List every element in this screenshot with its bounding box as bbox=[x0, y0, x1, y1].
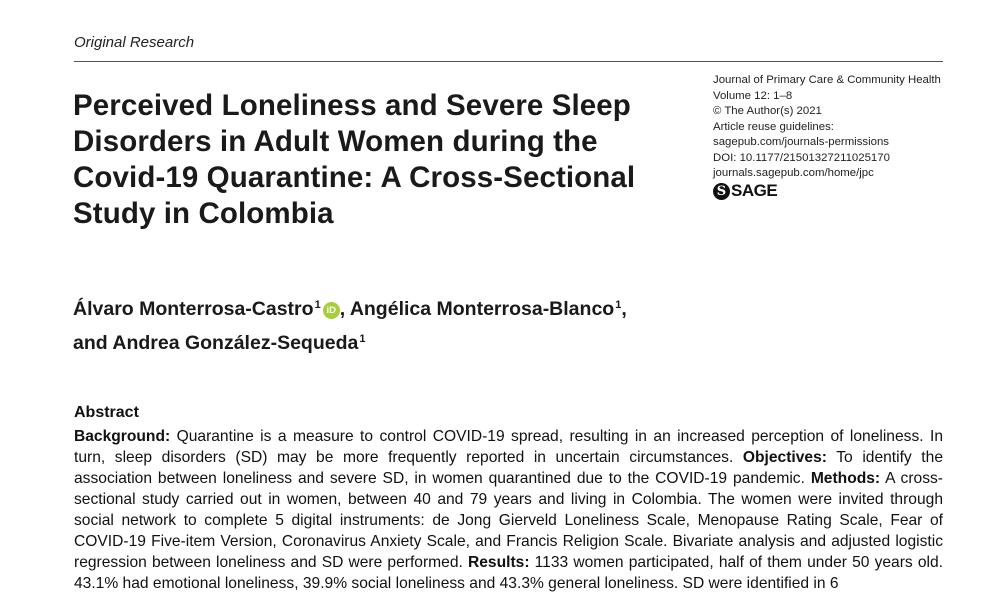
results-text: 1133 women participated, half of them under 50 years old. 43.1% had emotional loneliness, 39.9% social loneliness and 43.3% general loneliness. SD were identified in 6 bbox=[74, 554, 943, 592]
permissions-link[interactable]: sagepub.com/journals-permissions bbox=[713, 136, 890, 148]
journal-info bbox=[713, 73, 953, 182]
author-list bbox=[73, 290, 627, 358]
copyright: © The Author(s) 2021 bbox=[713, 105, 822, 117]
journal-volume: Volume 12: 1–8 bbox=[713, 89, 793, 102]
author-line bbox=[73, 324, 627, 358]
abstract-heading: Abstract bbox=[74, 404, 139, 421]
sage-logo bbox=[713, 181, 777, 201]
methods-label: Methods: bbox=[810, 470, 881, 487]
title-line: Perceived Loneliness and Severe Sleep bbox=[73, 89, 631, 122]
title-line: Disorders in Adult Women during the bbox=[73, 125, 598, 158]
author-name[interactable]: Álvaro Monterrosa-Castro bbox=[73, 298, 314, 320]
author-name[interactable]: Andrea González-Sequeda bbox=[112, 332, 359, 354]
title-line: Covid-19 Quarantine: A Cross-Sectional bbox=[73, 161, 636, 194]
objectives-text: To identify the association between loneliness and severe SD, in women quarantined due to the COVID-19 pandemic. bbox=[74, 449, 943, 487]
journal-name: Journal of Primary Care & Community Health bbox=[713, 74, 941, 86]
sage-logo-icon: S bbox=[713, 183, 730, 200]
title-line: Study in Colombia bbox=[73, 197, 334, 230]
reuse-guidelines-label: Article reuse guidelines: bbox=[713, 120, 834, 133]
header-rule bbox=[74, 61, 943, 62]
affiliation-marker: 1 bbox=[314, 299, 321, 311]
background-text: Quarantine is a measure to control COVID-19 spread, resulting in an increased perception of loneliness. In turn, sleep disorders (SD) may be more frequently reported in uncertain circumstances. bbox=[74, 428, 943, 466]
sage-logo-text: SAGE bbox=[731, 181, 778, 200]
methods-text: A cross-sectional study carried out in women, between 40 and 79 years and living in Colombia. The women were invited through social network to complete 5 digital instruments: de Jong Gierveld Loneliness Scale, Menopause Rating Scale, Fear of COVID-19 Five-item Version, Coronavirus Anxiety Scale, and Francis Religion Scale. Bivariate analysis and adjusted logistic regression between loneliness and SD were performed. bbox=[74, 470, 943, 571]
author-separator: , bbox=[339, 298, 350, 320]
author-name[interactable]: Angélica Monterrosa-Blanco bbox=[349, 298, 615, 320]
author-line bbox=[73, 290, 627, 324]
author-conjunction: and bbox=[73, 332, 113, 354]
affiliation-marker: 1 bbox=[359, 333, 366, 345]
results-label: Results: bbox=[467, 554, 530, 571]
orcid-icon[interactable]: iD bbox=[323, 302, 340, 319]
doi-link[interactable]: DOI: 10.1177/21501327211025170 bbox=[713, 151, 890, 164]
objectives-label: Objectives: bbox=[742, 449, 827, 466]
abstract-body bbox=[74, 426, 943, 594]
affiliation-marker: 1 bbox=[615, 299, 622, 311]
author-separator: , bbox=[621, 298, 627, 320]
journal-home-link[interactable]: journals.sagepub.com/home/jpc bbox=[713, 167, 874, 179]
background-label: Background: bbox=[74, 428, 171, 445]
article-title bbox=[73, 88, 683, 232]
article-type-label: Original Research bbox=[74, 34, 195, 51]
